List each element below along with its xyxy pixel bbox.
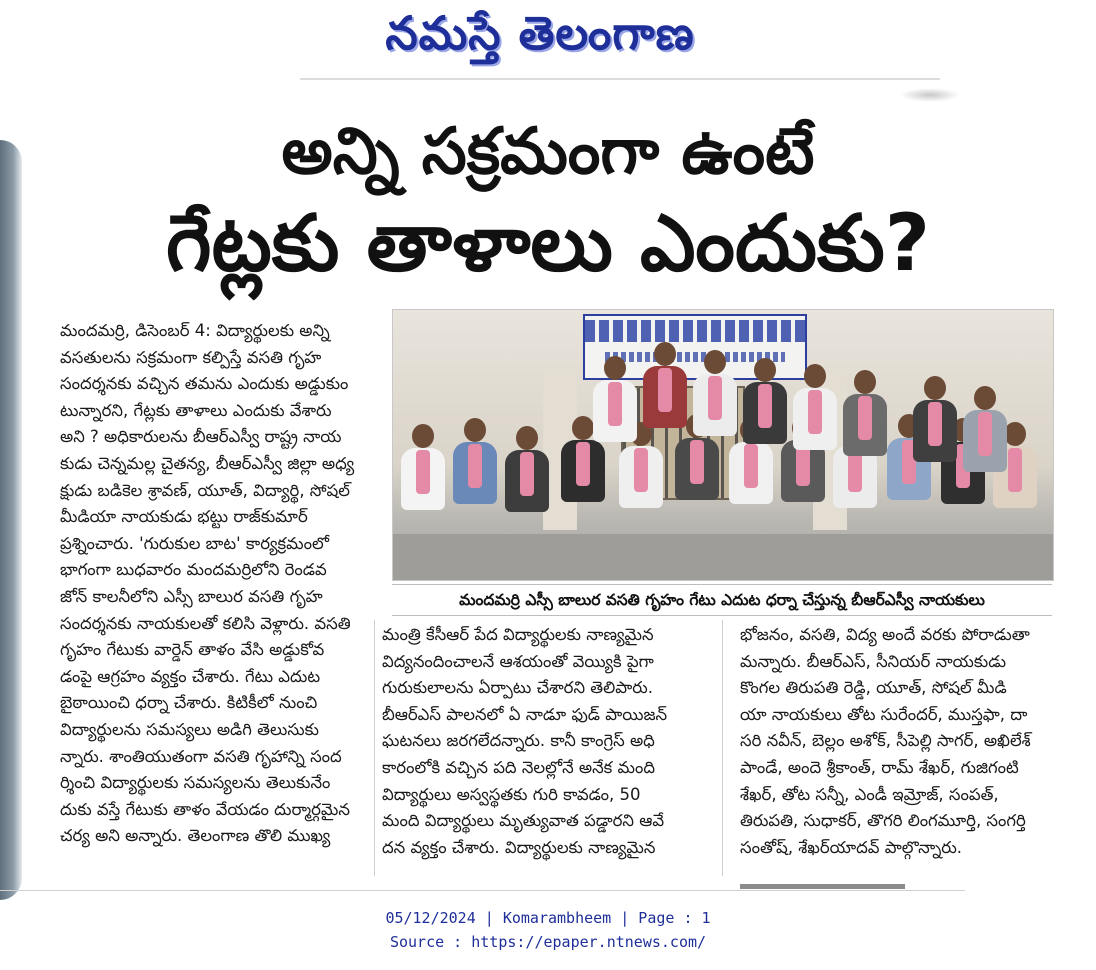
party-scarf <box>608 382 622 426</box>
article-line: డంపై ఆగ్రహం వ్యక్తం చేశారు. గేటు ఎదుట <box>60 666 321 686</box>
headline-line-1: అన్ని సక్రమంగా ఉంటే <box>281 115 815 189</box>
article-line: ఘటనలు జరగలేదన్నారు. కానీ కాంగ్రెస్ అధి <box>382 731 655 751</box>
photo-caption: మందమర్రి ఎస్సీ బాలుర వసతి గృహం గేటు ఎదుట ధర్నా చేస్తున్న బీఆర్ఎస్వీ నాయకులు <box>392 584 1052 616</box>
article-line: కొంగల తిరుపతి రెడ్డి, యూత్, సోషల్ మీడి <box>740 678 1007 698</box>
article-line: పాండే, అందె శ్రీకాంత్, రామ్ శేఖర్, గుజిగంటి <box>740 757 1019 777</box>
signboard-line-1 <box>585 320 805 342</box>
headline-line-2: గేట్లకు తాళాలు ఎందుకు? <box>166 199 930 289</box>
protester-head <box>704 350 726 374</box>
party-scarf <box>758 384 772 428</box>
article-line: భాగంగా బుధవారం మందమర్రిలోని రెండవ <box>60 560 327 580</box>
article-line: టున్నారని, గేట్లకు తాళాలు ఎందుకు వేశారు <box>60 400 332 420</box>
column-divider <box>722 620 723 876</box>
protester-head <box>654 342 676 366</box>
news-photo <box>392 309 1054 581</box>
party-scarf <box>690 440 704 484</box>
party-scarf <box>576 442 590 486</box>
masthead-divider <box>300 78 940 80</box>
article-line: భోజనం, వసతి, విద్య అందే వరకు పోరాడుతా <box>740 625 1030 644</box>
party-scarf <box>708 376 722 420</box>
article-line: దుకు వస్తే గేటుకు తాళం వేయడం దుర్మార్గమైన <box>60 799 350 819</box>
protester-head <box>924 376 946 400</box>
article-line: జోన్ కాలనీలోని ఎస్సీ బాలుర వసతి గృహ <box>60 586 323 606</box>
article-line: న్నారు. శాంతియుతంగా వసతి గృహాన్ని సంద <box>60 746 342 766</box>
article-line: బైఠాయించి ధర్నా చేశారు. కిటికీలో నుంచి <box>60 693 318 713</box>
article-line: సందర్శనకు వచ్చిన తమను ఎందుకు అడ్డుకుం <box>60 374 349 394</box>
party-scarf <box>658 368 672 412</box>
article-line: మందమర్రి, డిసెంబర్ 4: విద్యార్థులకు అన్ని <box>60 321 330 340</box>
article-line: చర్య అని అన్నారు. తెలంగాణ తొలి ముఖ్య <box>60 826 331 846</box>
article-column-3 <box>740 622 1055 861</box>
protester-head <box>412 424 434 448</box>
masthead-shadow <box>900 88 960 102</box>
protester-head <box>974 386 996 410</box>
article-line: మంది విద్యార్థులు మృత్యువాత పడ్డారని ఆవే <box>382 811 665 831</box>
photo-ground <box>393 534 1053 580</box>
article-line: వసతులను సక్రమంగా కల్పిస్తే వసతి గృహ <box>60 347 322 367</box>
party-scarf <box>634 448 648 492</box>
article-line: గృహం గేటుకు వార్డెన్ తాళం వేసి అడ్డుకోవ <box>60 640 325 660</box>
party-scarf <box>520 452 534 496</box>
article-line: ర్శించి విద్యార్థులకు సమస్యలను తెలుకునేం <box>60 773 331 793</box>
article-line: మన్నారు. బీఆర్ఎస్, సీనియర్ నాయకుడు <box>740 651 1007 671</box>
protester-head <box>464 418 486 442</box>
protester-head <box>754 358 776 382</box>
protester-head <box>804 364 826 388</box>
article-end-bar <box>740 884 905 889</box>
article-line: సరి నవీన్, బెల్లం అశోక్, సీపెల్లి సాగర్, అఖిలేశ్ <box>740 731 1031 751</box>
article-line: దన వ్యక్తం చేశారు. విద్యార్థులకు నాణ్యమైన <box>382 837 656 857</box>
party-scarf <box>468 444 482 488</box>
footer-date-edition: 05/12/2024 | Komarambheem | Page : 1 <box>385 909 711 927</box>
article-line: మంత్రి కేసీఆర్ పేద విద్యార్థులకు నాణ్యమైన <box>382 625 654 644</box>
article-line: విద్యార్థులను సమస్యలు అడిగి తెలుసుకు <box>60 719 319 739</box>
protester-head <box>604 356 626 380</box>
article-line: తిరుపతి, సుధాకర్, తొగరి లింగమూర్తి, సంగర్తి <box>740 811 1026 831</box>
footer-source: Source : https://epaper.ntnews.com/ <box>389 933 707 951</box>
article-line: సందర్శనకు నాయకులతో కలిసి వెళ్లారు. వసతి <box>60 613 351 633</box>
party-scarf <box>808 390 822 434</box>
protester-head <box>516 426 538 450</box>
article-line: ప్రశ్నించారు. 'గురుకుల బాట' కార్యక్రమంలో <box>60 533 329 553</box>
party-scarf <box>858 396 872 440</box>
masthead-logo: నమస్తే తెలంగాణ <box>385 6 695 60</box>
article-line: సంతోష్, శేఖర్‌యాదవ్ పాల్గొన్నారు. <box>740 837 963 857</box>
protester-head <box>1004 422 1026 446</box>
party-scarf <box>1008 448 1022 492</box>
protester-head <box>854 370 876 394</box>
article-column-2 <box>382 622 707 861</box>
article-line: కుడు చెన్నమల్ల చైతన్య, బీఆర్ఎస్వీ జిల్లా అధ్య <box>60 453 355 473</box>
party-scarf <box>416 450 430 494</box>
article-line: యా నాయకులు తోట సురేందర్, ముస్తఫా, దా <box>740 704 1028 724</box>
party-scarf <box>744 444 758 488</box>
article-line: శేఖర్, తోట సన్నీ, ఎండీ ఇమ్రోజ్, సంపత్, <box>740 784 999 804</box>
article-line: బీఆర్ఎస్ పాలనలో ఏ నాడూ ఫుడ్ పాయిజన్ <box>382 704 668 724</box>
footer-divider <box>0 890 965 891</box>
protester-head <box>572 416 594 440</box>
article-line: విద్యార్థులు అస్వస్థతకు గురి కావడం, 50 <box>382 784 641 804</box>
article-line: మీడియా నాయకుడు భట్టు రాజ్‌కుమార్ <box>60 507 308 527</box>
party-scarf <box>978 412 992 456</box>
article-line: గురుకులాలను ఏర్పాటు చేశారని తెలిపారు. <box>382 678 653 698</box>
article-line: అని ? అధికారులను బీఆర్ఎస్వీ రాష్ట్ర నాయ <box>60 427 342 447</box>
article-column-1 <box>60 318 368 850</box>
column-divider <box>374 620 375 876</box>
article-line: కారంలోకి వచ్చిన పది నెలల్లోనే అనేక మంది <box>382 757 656 777</box>
article-line: క్షుడు బడికెల శ్రావణ్, యూత్, విద్యార్థి, సోషల్ <box>60 480 350 500</box>
article-line: విద్యనందించాలనే ఆశయంతో వెయ్యికి పైగా <box>382 651 654 671</box>
party-scarf <box>928 402 942 446</box>
